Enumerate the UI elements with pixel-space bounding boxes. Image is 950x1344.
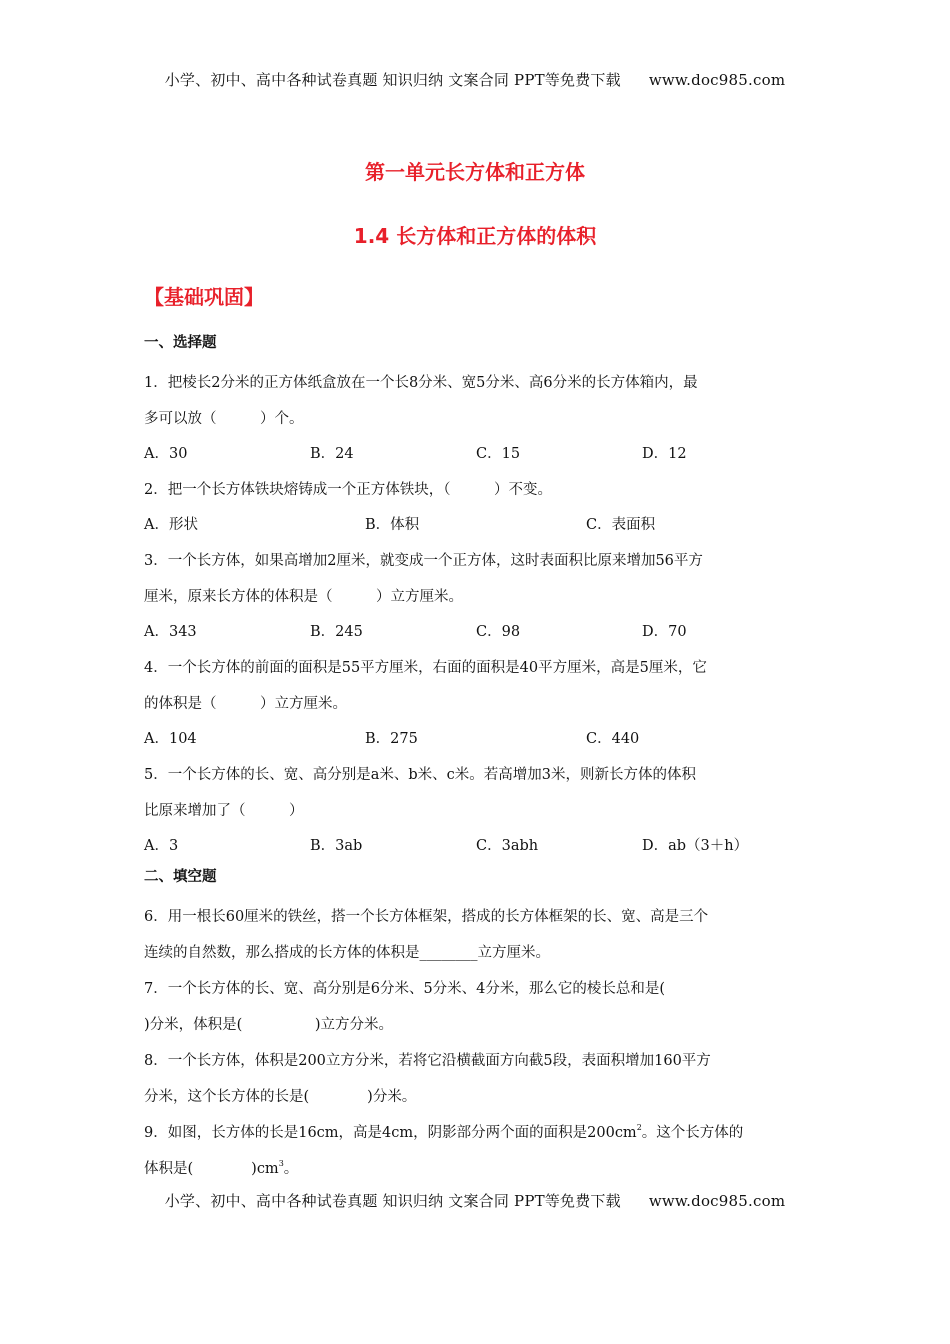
question-text: 4．一个长方体的前面的面积是55平方厘米，右面的面积是40平方厘米，高是5厘米，它 [144,660,707,676]
question-text [144,1151,808,1187]
section-heading-fill: 二、填空题 [144,869,217,885]
document-title: 第一单元长方体和正方体 [365,160,585,184]
question-8 [144,1043,808,1115]
question-text-part: 9．如图，长方体的长是16cm，高是4cm，阴影部分两个面的面积是200cm [144,1125,637,1141]
header-site-link[interactable]: www.doc985.com [648,71,786,89]
option: C．3abh [476,838,539,854]
options-5 [144,829,808,864]
option: B．275 [365,731,418,747]
question-6 [144,899,808,971]
options-2 [144,508,808,543]
option: B．3ab [310,838,363,854]
question-text: 分米，这个长方体的长是( )分米。 [144,1089,417,1105]
question-text: 3．一个长方体，如果高增加2厘米，就变成一个正方体，这时表面积比原来增加56平方 [144,553,703,569]
page-header [0,69,950,90]
question-5 [144,757,808,829]
question-text: 7．一个长方体的长、宽、高分别是6分米、5分米、4分米，那么它的棱长总和是( [144,981,666,997]
option: A．形状 [144,517,198,533]
option: A．104 [144,731,197,747]
question-text: )分米，体积是( )立方分米。 [144,1017,393,1033]
options-3 [144,615,808,650]
question-text: 的体积是（ ）立方厘米。 [144,696,347,712]
question-text: 比原来增加了（ ） [144,803,304,819]
question-text: 2．把一个长方体铁块熔铸成一个正方体铁块，（ ）不变。 [144,482,552,498]
question-text: 6．用一根长60厘米的铁丝，搭一个长方体框架，搭成的长方体框架的长、宽、高是三个 [144,909,709,925]
question-text: 8．一个长方体，体积是200立方分米，若将它沿横截面方向截5段，表面积增加160平方 [144,1053,711,1069]
option: C．15 [476,446,521,462]
option: B．24 [310,446,354,462]
option: C．98 [476,624,521,640]
superscript: 3 [278,1159,284,1168]
question-list [144,330,808,1187]
option: D．ab（3＋h） [642,838,749,854]
options-1 [144,437,808,472]
page-footer [0,1190,950,1211]
section-tag: 【基础巩固】 [144,285,264,309]
question-text: 5．一个长方体的长、宽、高分别是a米、b米、c米。若高增加3米，则新长方体的体积 [144,767,696,783]
option: A．343 [144,624,197,640]
option: C．表面积 [586,517,656,533]
question-text [144,1115,808,1151]
option: D．70 [642,624,687,640]
option: A．30 [144,446,188,462]
question-text-part: 。这个长方体的 [641,1125,744,1141]
question-3 [144,543,808,615]
option: C．440 [586,731,640,747]
superscript: 2 [636,1123,642,1132]
footer-text: 小学、初中、高中各种试卷真题 知识归纳 文案合同 PPT等免费下载 [164,1192,621,1210]
question-4 [144,650,808,722]
question-1 [144,365,808,437]
question-text: 厘米，原来长方体的体积是（ ）立方厘米。 [144,589,463,605]
question-2 [144,472,808,508]
header-text: 小学、初中、高中各种试卷真题 知识归纳 文案合同 PPT等免费下载 [164,71,621,89]
option: B．体积 [365,517,420,533]
question-text-part: 体积是( )cm [144,1161,279,1177]
options-4 [144,722,808,757]
question-text: 连续的自然数，那么搭成的长方体的体积是________立方厘米。 [144,945,550,961]
footer-site-link[interactable]: www.doc985.com [648,1192,786,1210]
section-heading-choice: 一、选择题 [144,335,217,351]
option: B．245 [310,624,363,640]
question-9 [144,1115,808,1187]
question-7 [144,971,808,1043]
option: D．12 [642,446,687,462]
question-text: 1．把棱长2分米的正方体纸盒放在一个长8分米、宽5分米、高6分米的长方体箱内，最 [144,375,698,391]
option: A．3 [144,838,179,854]
question-text: 多可以放（ ）个。 [144,411,304,427]
document-subtitle: 1.4 长方体和正方体的体积 [353,224,597,248]
question-text-part: 。 [283,1161,299,1177]
